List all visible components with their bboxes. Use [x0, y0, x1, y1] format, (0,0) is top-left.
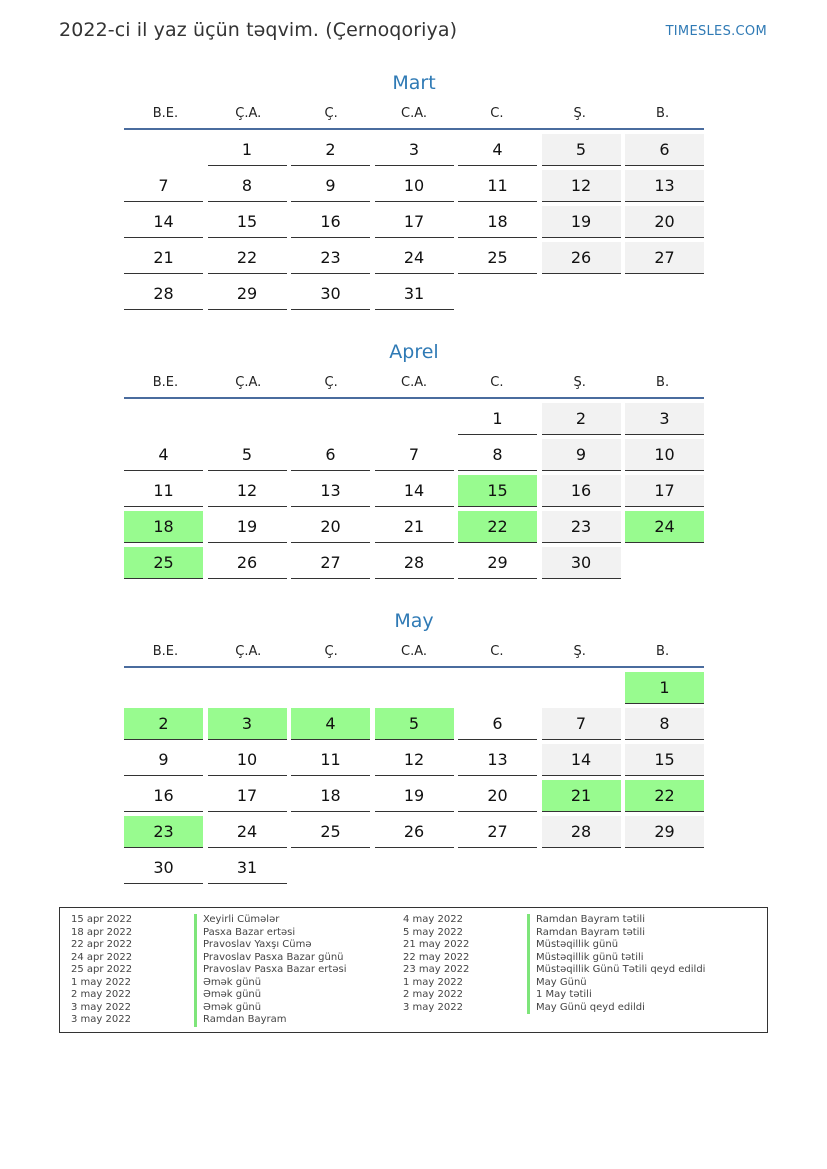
day-cell: 7: [375, 439, 454, 471]
empty-cell: [375, 672, 454, 704]
legend-holiday-name: Əmək günü: [194, 977, 346, 990]
legend-date: 1 may 2022: [71, 976, 131, 988]
legend-holiday-name: Ramdan Bayram tətili: [527, 927, 705, 940]
legend-holiday-name: Pravoslav Yaxşı Cümə: [194, 939, 346, 952]
day-cell: 18: [458, 206, 537, 238]
day-cell: 28: [124, 278, 203, 310]
day-cell: 16: [291, 206, 370, 238]
empty-cell: [375, 403, 454, 435]
day-cell: 8: [458, 439, 537, 471]
day-cell: 26: [375, 816, 454, 848]
empty-cell: [458, 852, 537, 884]
day-cell: 9: [542, 439, 621, 471]
day-cell: 17: [208, 780, 287, 812]
day-cell: 9: [291, 170, 370, 202]
empty-cell: [625, 547, 704, 579]
day-cell: 14: [124, 206, 203, 238]
day-cell: 13: [291, 475, 370, 507]
holiday-day-cell: 4: [291, 708, 370, 740]
day-cell: 6: [291, 439, 370, 471]
day-cell: 12: [375, 744, 454, 776]
day-cell: 30: [542, 547, 621, 579]
holiday-day-cell: 22: [458, 511, 537, 543]
weekday-label: Ç.A.: [235, 375, 262, 390]
day-cell: 5: [542, 134, 621, 166]
legend-date: 2 may 2022: [71, 989, 131, 1000]
holiday-day-cell: 5: [375, 708, 454, 740]
day-grid: [124, 672, 704, 884]
weekday-label: B.: [656, 644, 670, 659]
legend-date: 3 may 2022: [71, 1014, 131, 1025]
holiday-legend: [59, 907, 768, 1033]
day-cell: 19: [542, 206, 621, 238]
day-cell: 19: [208, 511, 287, 543]
day-cell: 29: [625, 816, 704, 848]
day-cell: 16: [124, 780, 203, 812]
empty-cell: [124, 672, 203, 704]
legend-holiday-name: Ramdan Bayram tətili: [527, 914, 705, 927]
legend-date: 1 may 2022: [403, 976, 463, 988]
empty-cell: [124, 403, 203, 435]
legend-date: 2 may 2022: [403, 989, 463, 1000]
day-cell: 29: [458, 547, 537, 579]
legend-date: 18 apr 2022: [71, 926, 133, 938]
day-cell: 13: [458, 744, 537, 776]
weekday-label: C.A.: [401, 644, 428, 659]
legend-holiday-name: Pravoslav Pasxa Bazar günü: [194, 952, 346, 965]
empty-cell: [375, 852, 454, 884]
day-cell: 4: [124, 439, 203, 471]
legend-holiday-name: Əmək günü: [194, 989, 346, 1002]
holiday-day-cell: 25: [124, 547, 203, 579]
holiday-day-cell: 23: [124, 816, 203, 848]
weekday-header: [124, 642, 704, 668]
day-cell: 14: [375, 475, 454, 507]
legend-date: 22 apr 2022: [71, 939, 133, 950]
legend-date: 23 may 2022: [403, 964, 470, 975]
empty-cell: [291, 672, 370, 704]
day-cell: 14: [542, 744, 621, 776]
legend-date: 22 may 2022: [403, 951, 470, 963]
day-cell: 10: [208, 744, 287, 776]
weekday-header: [124, 373, 704, 399]
day-cell: 12: [542, 170, 621, 202]
empty-cell: [458, 672, 537, 704]
day-cell: 17: [625, 475, 704, 507]
month-april: [124, 339, 704, 579]
day-cell: 7: [124, 170, 203, 202]
legend-date: 21 may 2022: [403, 939, 470, 950]
day-cell: 30: [291, 278, 370, 310]
day-cell: 11: [458, 170, 537, 202]
legend-holiday-name: Müstəqillik günü tətili: [527, 952, 705, 965]
empty-cell: [208, 403, 287, 435]
day-cell: 8: [625, 708, 704, 740]
day-cell: 20: [625, 206, 704, 238]
day-cell: 7: [542, 708, 621, 740]
legend-holiday-name: Müstəqillik Günü Tətili qeyd edildi: [527, 964, 705, 977]
weekday-label: C.A.: [401, 375, 428, 390]
day-grid: [124, 134, 704, 310]
day-cell: 11: [291, 744, 370, 776]
day-cell: 23: [542, 511, 621, 543]
legend-date: 25 apr 2022: [71, 964, 133, 975]
legend-right-dates: [403, 914, 469, 1014]
month-title: May: [394, 610, 434, 632]
weekday-label: C.: [490, 644, 504, 659]
weekday-label: C.: [490, 375, 504, 390]
holiday-day-cell: 21: [542, 780, 621, 812]
day-cell: 5: [208, 439, 287, 471]
weekday-label: Ş.: [573, 375, 586, 390]
weekday-label: C.A.: [401, 106, 428, 121]
day-grid: [124, 403, 704, 579]
day-cell: 29: [208, 278, 287, 310]
weekday-label: Ç.: [324, 106, 338, 121]
empty-cell: [291, 403, 370, 435]
day-cell: 15: [625, 744, 704, 776]
legend-holiday-name: Ramdan Bayram: [194, 1014, 346, 1027]
weekday-label: C.: [490, 106, 504, 121]
weekday-label: Ç.: [324, 375, 338, 390]
day-cell: 23: [291, 242, 370, 274]
day-cell: 12: [208, 475, 287, 507]
empty-cell: [542, 278, 621, 310]
day-cell: 8: [208, 170, 287, 202]
legend-holiday-name: May Günü: [527, 977, 705, 990]
holiday-day-cell: 22: [625, 780, 704, 812]
empty-cell: [542, 852, 621, 884]
day-cell: 31: [375, 278, 454, 310]
day-cell: 30: [124, 852, 203, 884]
weekday-label: B.E.: [152, 644, 179, 659]
day-cell: 25: [458, 242, 537, 274]
day-cell: 26: [542, 242, 621, 274]
day-cell: 20: [458, 780, 537, 812]
legend-date: 4 may 2022: [403, 914, 463, 925]
weekday-label: Ç.A.: [235, 106, 262, 121]
day-cell: 19: [375, 780, 454, 812]
weekday-label: B.E.: [152, 375, 179, 390]
day-cell: 24: [375, 242, 454, 274]
day-cell: 26: [208, 547, 287, 579]
weekday-label: B.: [656, 375, 670, 390]
legend-date: 15 apr 2022: [71, 914, 133, 925]
weekday-label: Ş.: [573, 106, 586, 121]
day-cell: 13: [625, 170, 704, 202]
legend-holiday-name: Pravoslav Pasxa Bazar ertəsi: [194, 964, 346, 977]
legend-holiday-name: Müstəqillik günü: [527, 939, 705, 952]
legend-left-names: [194, 914, 346, 1027]
legend-date: 3 may 2022: [403, 1001, 463, 1013]
day-cell: 1: [208, 134, 287, 166]
day-cell: 2: [542, 403, 621, 435]
legend-holiday-name: 1 May tətili: [527, 989, 705, 1002]
day-cell: 28: [542, 816, 621, 848]
weekday-label: Ş.: [573, 644, 586, 659]
day-cell: 20: [291, 511, 370, 543]
page-title: 2022-ci il yaz üçün təqvim. (Çernoqoriya): [59, 19, 458, 41]
weekday-label: B.E.: [152, 106, 179, 121]
legend-holiday-name: May Günü qeyd edildi: [527, 1002, 705, 1015]
holiday-day-cell: 24: [625, 511, 704, 543]
weekday-header: [124, 104, 704, 130]
empty-cell: [458, 278, 537, 310]
day-cell: 3: [625, 403, 704, 435]
month-may: [124, 608, 704, 884]
day-cell: 1: [458, 403, 537, 435]
legend-holiday-name: Pasxa Bazar ertəsi: [194, 927, 346, 940]
day-cell: 18: [291, 780, 370, 812]
site-link[interactable]: TIMESLES.COM: [665, 24, 767, 39]
empty-cell: [208, 672, 287, 704]
day-cell: 9: [124, 744, 203, 776]
month-march: [124, 70, 704, 310]
day-cell: 4: [458, 134, 537, 166]
day-cell: 2: [291, 134, 370, 166]
weekday-label: B.: [656, 106, 670, 121]
day-cell: 24: [208, 816, 287, 848]
legend-left-dates: [71, 914, 132, 1027]
day-cell: 22: [208, 242, 287, 274]
empty-cell: [542, 672, 621, 704]
holiday-day-cell: 3: [208, 708, 287, 740]
empty-cell: [625, 852, 704, 884]
day-cell: 6: [458, 708, 537, 740]
day-cell: 15: [208, 206, 287, 238]
legend-holiday-name: Əmək günü: [194, 1002, 346, 1015]
empty-cell: [124, 134, 203, 166]
day-cell: 21: [124, 242, 203, 274]
day-cell: 27: [625, 242, 704, 274]
day-cell: 6: [625, 134, 704, 166]
empty-cell: [291, 852, 370, 884]
day-cell: 17: [375, 206, 454, 238]
weekday-label: Ç.: [324, 644, 338, 659]
day-cell: 27: [458, 816, 537, 848]
day-cell: 31: [208, 852, 287, 884]
day-cell: 28: [375, 547, 454, 579]
day-cell: 10: [625, 439, 704, 471]
day-cell: 11: [124, 475, 203, 507]
legend-date: 24 apr 2022: [71, 951, 133, 963]
month-title: Mart: [392, 72, 436, 94]
day-cell: 16: [542, 475, 621, 507]
day-cell: 27: [291, 547, 370, 579]
month-title: Aprel: [389, 341, 439, 363]
legend-holiday-name: Xeyirli Cümələr: [194, 914, 346, 927]
legend-right-names: [527, 914, 705, 1014]
day-cell: 10: [375, 170, 454, 202]
empty-cell: [625, 278, 704, 310]
weekday-label: Ç.A.: [235, 644, 262, 659]
holiday-day-cell: 18: [124, 511, 203, 543]
holiday-day-cell: 15: [458, 475, 537, 507]
legend-date: 5 may 2022: [403, 926, 463, 938]
day-cell: 3: [375, 134, 454, 166]
holiday-day-cell: 1: [625, 672, 704, 704]
day-cell: 21: [375, 511, 454, 543]
day-cell: 25: [291, 816, 370, 848]
legend-date: 3 may 2022: [71, 1001, 131, 1013]
holiday-day-cell: 2: [124, 708, 203, 740]
